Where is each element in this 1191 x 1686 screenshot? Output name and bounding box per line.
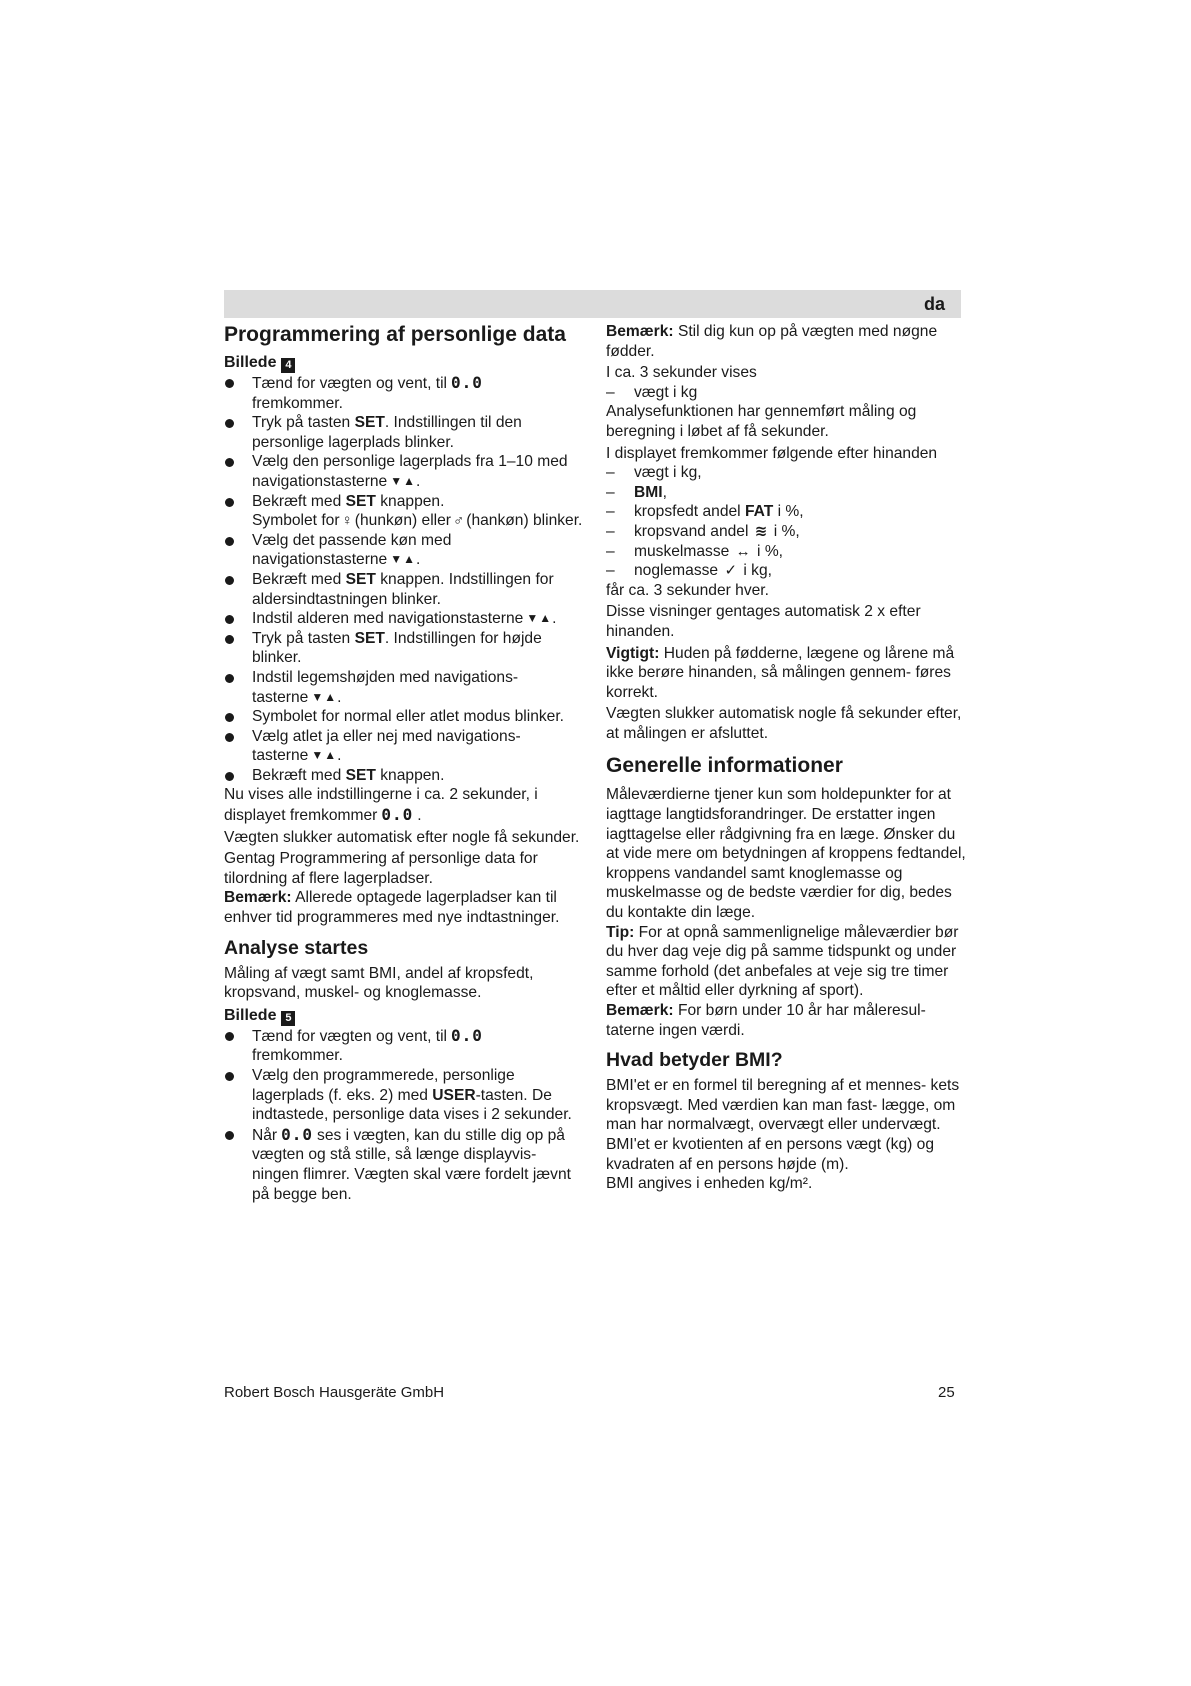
language-code: da xyxy=(923,294,945,314)
display-readout: 0.0 xyxy=(281,1124,314,1144)
paragraph: Disse visninger gentages automatisk 2 x efter hinanden. xyxy=(606,603,921,640)
paragraph: BMI'et er en formel til beregning af et mennes- kets kropsvægt. Med værdien kan man fast- lægge, om man har normalvægt, overvægt eller undervægt. xyxy=(606,1077,960,1134)
footer-company: Robert Bosch Hausgeräte GmbH xyxy=(224,1384,445,1401)
figure-number-badge: 4 xyxy=(281,358,295,373)
important-paragraph: Vigtigt: Huden på fødderne, lægene og lårene må ikke berøre hinanden, så målingen gennem- føres korrekt. xyxy=(606,644,955,701)
list-item: Bekræft med SET knappen. xyxy=(224,766,584,786)
user-key-label: USER xyxy=(432,1086,476,1104)
paragraph: I ca. 3 sekunder vises xyxy=(606,364,757,382)
paragraph: Måleværdierne tjener kun som holdepunkter for at iagttage langtidsforandringer. De erstatter ingen iagttagelse eller rådgivning fra en læge. Ønsker du at vide mere om betydningen af kroppens fedtandel, kroppens vandandel samt knoglemasse og muskelmasse og de bedste værdier for dig, bedes du kontakte din læge. xyxy=(606,786,966,922)
header-bar xyxy=(224,290,961,318)
display-readout: 0.0 xyxy=(381,805,414,825)
list-item: – muskelmasse ↔ i %, xyxy=(606,542,968,562)
list-item: Tænd for vægten og vent, til 0.0 fremkommer. xyxy=(224,1026,584,1066)
set-key-label: SET xyxy=(345,492,376,510)
figure-number-badge: 5 xyxy=(281,1011,295,1026)
paragraph: Gentag Programmering af personlige data for tilordning af flere lagerpladser. xyxy=(224,850,538,887)
female-icon: ♀ xyxy=(341,512,353,530)
arrow-keys-icon: ▼▲ xyxy=(390,473,417,488)
analysis-steps xyxy=(224,1026,584,1204)
programming-steps xyxy=(224,373,584,785)
fat-label: FAT xyxy=(744,503,774,521)
list-item: Symbolet for normal eller atlet modus blinker. xyxy=(224,707,584,727)
figure-label: Billede xyxy=(224,354,277,371)
set-key-label: SET xyxy=(345,766,376,784)
set-key-label: SET xyxy=(354,414,385,432)
footer-page-number: 25 xyxy=(938,1384,955,1401)
list-item: Når 0.0 ses i vægten, kan du stille dig op på vægten og stå stille, så længe displayvis- ningen flimrer. Vægten skal være fordelt jævnt på begge ben. xyxy=(224,1125,584,1204)
paragraph: Måling af vægt samt BMI, andel af kropsfedt, kropsvand, muskel- og knoglemasse. xyxy=(224,964,534,1002)
list-item: – BMI, xyxy=(606,483,968,503)
list-item: Bekræft med SET knappen. Symbolet for ♀ (hunkøn) eller ♂ (hankøn) blinker. xyxy=(224,492,584,531)
list-item: Vælg den programmerede, personlige lagerplads (f. eks. 2) med USER-tasten. De indtastede, personlige data vises i 2 sekunder. xyxy=(224,1066,584,1125)
male-icon: ♂ xyxy=(453,512,465,530)
arrow-keys-icon: ▼▲ xyxy=(526,611,553,626)
section-title-programming: Programmering af personlige data xyxy=(224,323,566,346)
figure-label: Billede xyxy=(224,1006,277,1024)
weight-list xyxy=(606,383,968,403)
figure-reference xyxy=(224,352,584,373)
note-paragraph: Bemærk: Allerede optagede lagerpladser kan til enhver tid programmeres med nye indtastninger. xyxy=(224,889,560,927)
paragraph: Vægten slukker automatisk nogle få sekunder efter, at målingen er afsluttet. xyxy=(606,705,962,742)
list-item: Tryk på tasten SET. Indstillingen for højde blinker. xyxy=(224,629,584,668)
paragraph: I displayet fremkommer følgende efter hinanden xyxy=(606,444,938,462)
list-item: – kropsvand andel ≋ i %, xyxy=(606,522,968,542)
set-key-label: SET xyxy=(354,629,385,647)
note-paragraph: Bemærk: For børn under 10 år har måleresul- taterne ingen værdi. xyxy=(606,1002,926,1039)
figure-reference xyxy=(224,1005,584,1026)
paragraph: Analysefunktionen har gennemført måling og beregning i løbet af få sekunder. xyxy=(606,403,917,440)
list-item: – vægt i kg, xyxy=(606,463,968,483)
right-column xyxy=(606,322,968,1194)
list-item: Tryk på tasten SET. Indstillingen til den personlige lagerplads blinker. xyxy=(224,413,584,452)
paragraph: Nu vises alle indstillingerne i ca. 2 sekunder, i displayet fremkommer 0.0 . xyxy=(224,786,538,825)
display-sequence-list xyxy=(606,463,968,581)
bone-icon: ✓ xyxy=(724,562,738,580)
arrow-keys-icon: ▼▲ xyxy=(390,552,417,567)
display-readout: 0.0 xyxy=(451,1025,483,1045)
list-item: Vælg atlet ja eller nej med navigations- tasterne ▼▲. xyxy=(224,727,584,766)
paragraph: BMI'et er kvotienten af en persons vægt (kg) og kvadraten af en persons højde (m). xyxy=(606,1135,935,1173)
list-item: Bekræft med SET knappen. Indstillingen for aldersindtastningen blinker. xyxy=(224,570,584,609)
water-icon: ≋ xyxy=(754,522,768,540)
list-item: Vælg det passende køn med navigationstasterne ▼▲. xyxy=(224,531,584,570)
note-paragraph: Bemærk: Stil dig kun op på vægten med nøgne fødder. xyxy=(606,323,938,360)
list-item: Indstil legemshøjden med navigations- tasterne ▼▲. xyxy=(224,668,584,707)
left-column xyxy=(224,322,584,1204)
section-title-general: Generelle informationer xyxy=(606,754,843,778)
display-readout: 0.0 xyxy=(451,373,483,392)
list-item: Tænd for vægten og vent, til 0.0 fremkommer. xyxy=(224,373,584,413)
tip-paragraph: Tip: For at opnå sammenlignelige måleværdier bør du hver dag veje dig på samme tidspunkt og under samme forhold (det anbefales at veje sig tre timer efter et måltid eller dyrkning af sport). xyxy=(606,923,959,1000)
section-title-analysis: Analyse startes xyxy=(224,936,369,959)
paragraph: Vægten slukker automatisk efter nogle få sekunder. xyxy=(224,828,580,846)
arrow-keys-icon: ▼▲ xyxy=(311,748,338,763)
arrow-keys-icon: ▼▲ xyxy=(311,689,338,704)
list-item: – kropsfedt andel FAT i %, xyxy=(606,502,968,522)
list-item: Vælg den personlige lagerplads fra 1–10 med navigationstasterne ▼▲. xyxy=(224,452,584,491)
muscle-icon: ↔ xyxy=(735,542,751,560)
paragraph: får ca. 3 sekunder hver. xyxy=(606,581,769,599)
list-item: – vægt i kg xyxy=(606,383,968,403)
set-key-label: SET xyxy=(345,570,376,588)
section-title-bmi: Hvad betyder BMI? xyxy=(606,1049,783,1072)
list-item: – noglemasse ✓ i kg, xyxy=(606,561,968,581)
paragraph: BMI angives i enheden kg/m². xyxy=(606,1175,813,1193)
list-item: Indstil alderen med navigationstasterne ▼▲. xyxy=(224,609,584,629)
